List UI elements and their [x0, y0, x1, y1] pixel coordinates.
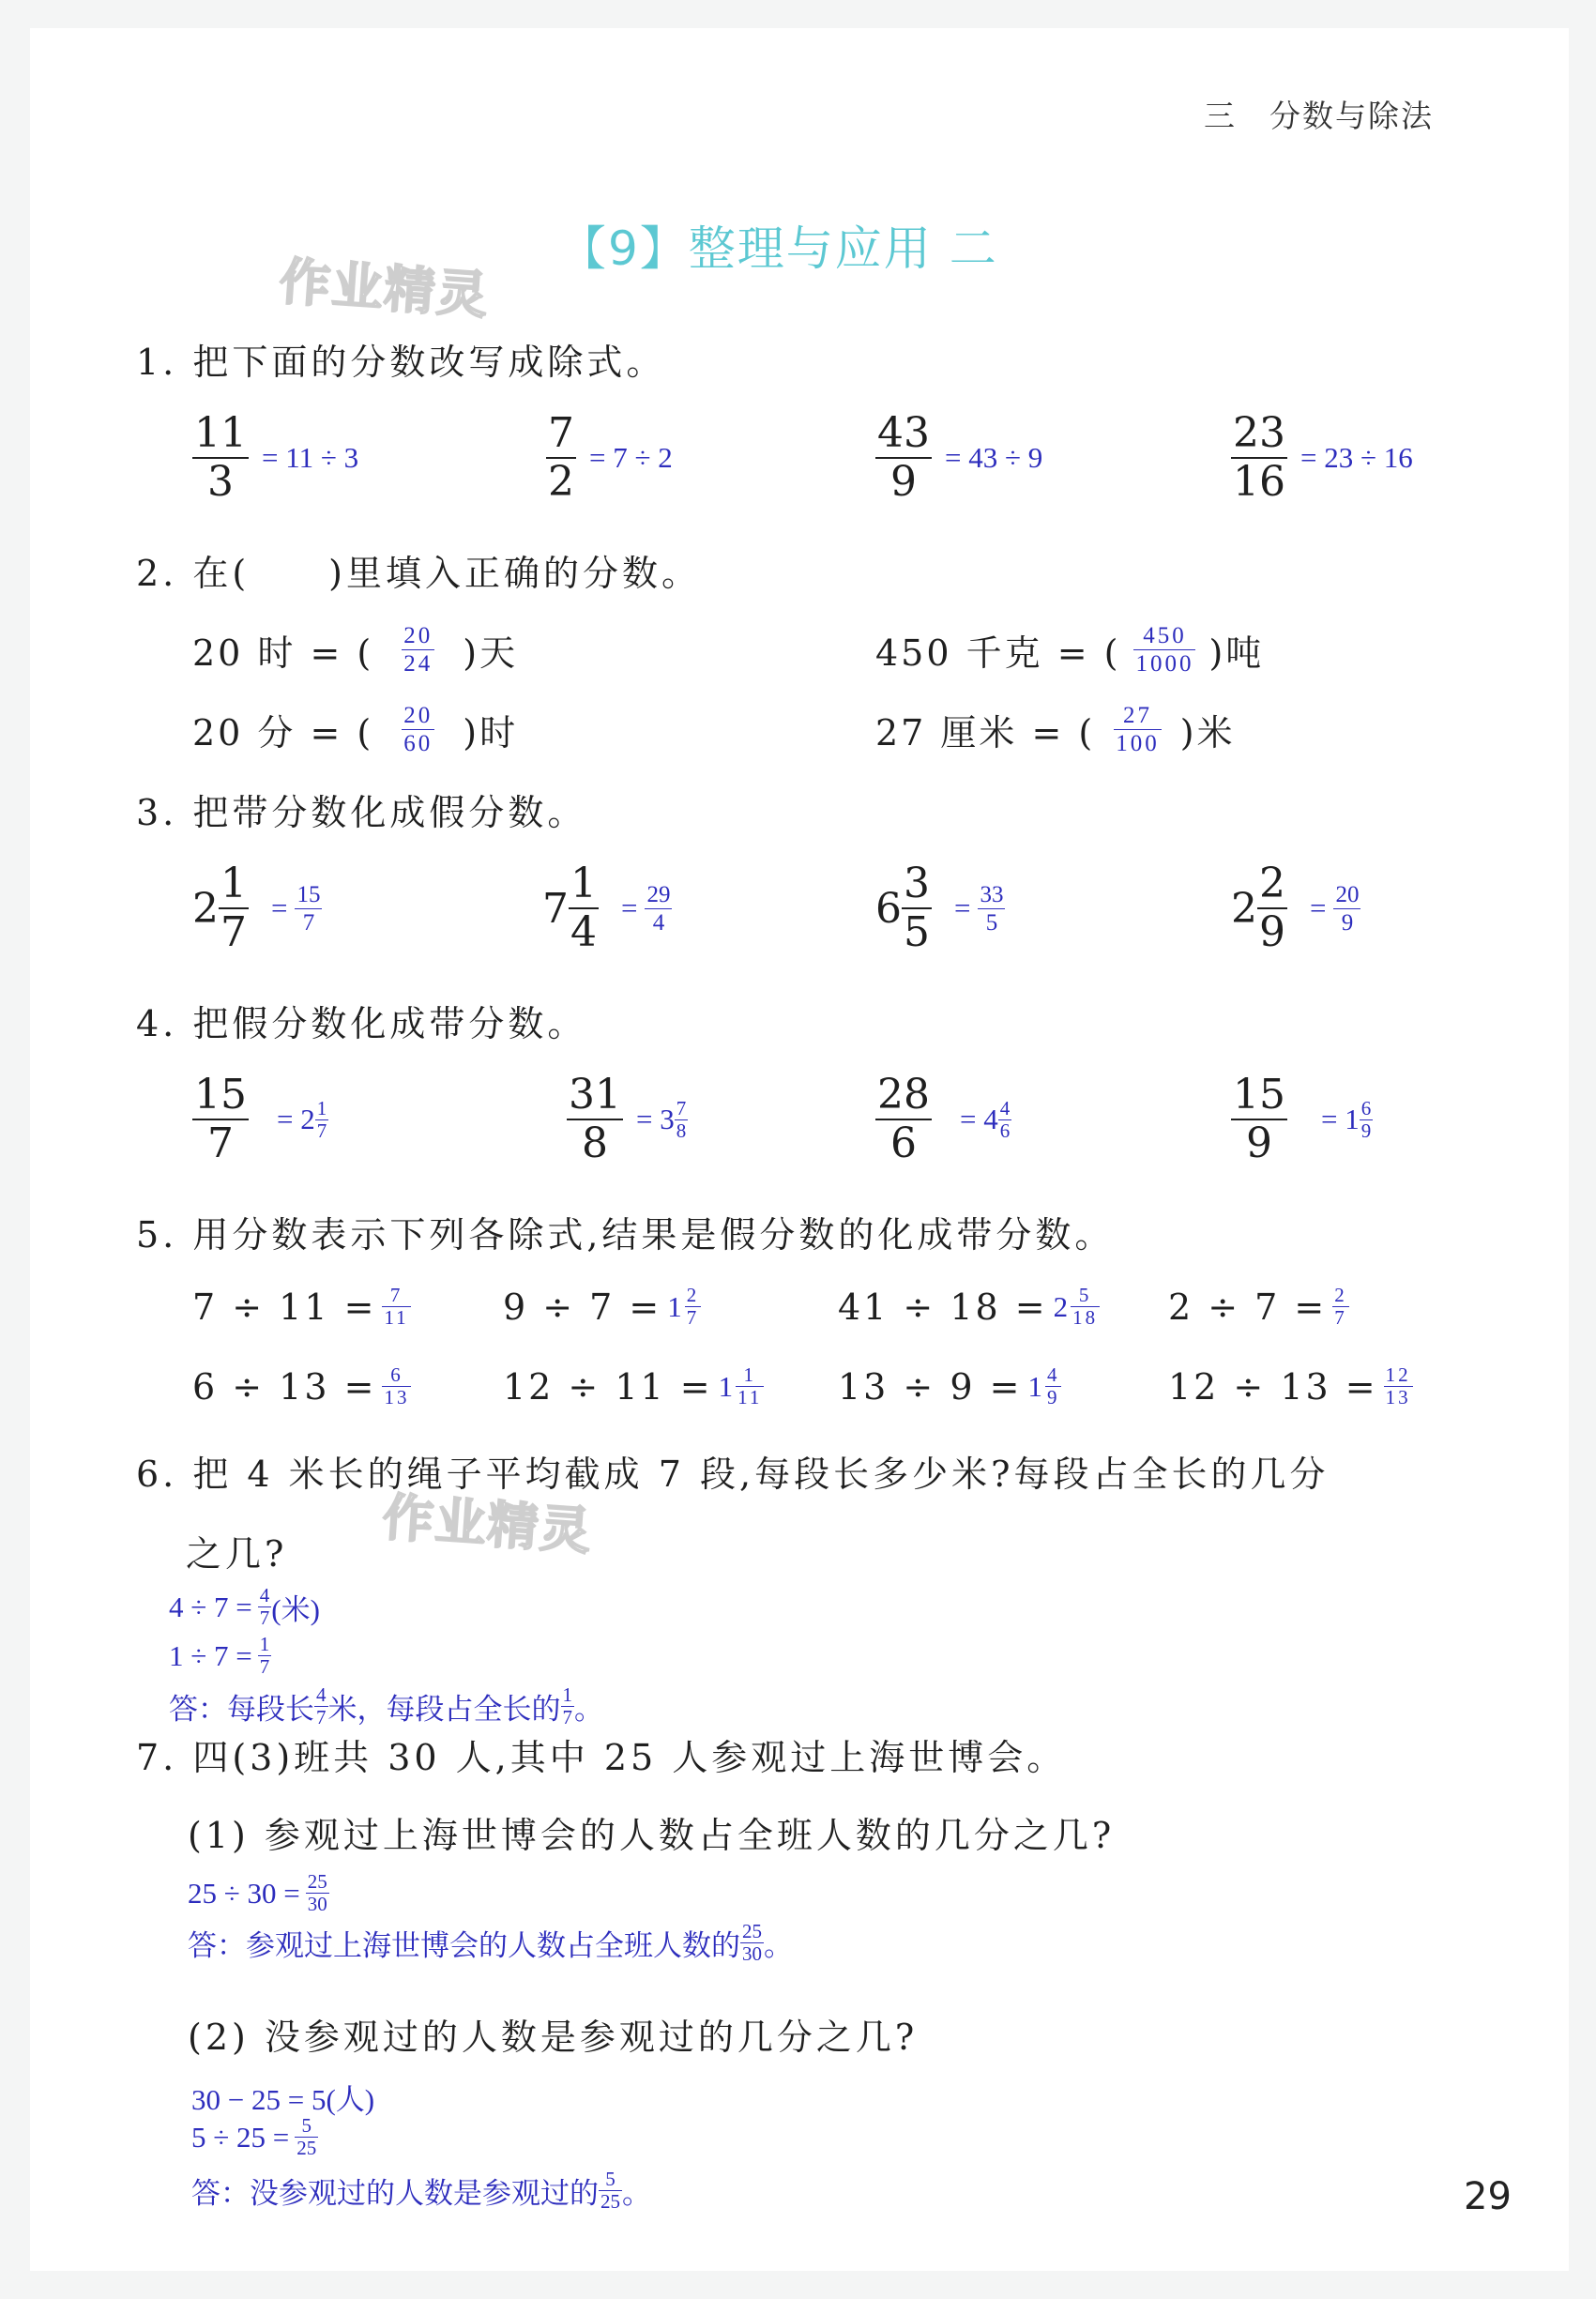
q2-item-2: [875, 624, 1264, 676]
question-7-label: 7. 四(3)班共 30 人,其中 25 人参观过上海世博会。: [136, 1737, 1067, 1778]
fraction-bar: [402, 649, 434, 650]
numerator: 6: [1360, 1096, 1372, 1119]
answer-fraction: [998, 1096, 1012, 1142]
q5-item-7: [838, 1365, 1061, 1408]
q4-item-2: [567, 1071, 688, 1167]
q1-item-3: [875, 409, 1043, 506]
equals: =: [271, 891, 288, 924]
answer: = 43 ÷ 9: [945, 441, 1043, 474]
fraction: [192, 1071, 249, 1167]
numerator: 27: [1123, 703, 1153, 728]
unit: )天: [463, 632, 519, 674]
question-1-label: 1. 把下面的分数改写成除式。: [136, 342, 666, 383]
denominator: 16: [1233, 458, 1285, 506]
answer-text: 。: [574, 1693, 603, 1726]
equals: =: [1310, 891, 1327, 924]
fraction: [1231, 409, 1287, 506]
answer-whole: 1: [667, 1289, 685, 1323]
expression: 25 ÷ 30 =: [188, 1876, 300, 1910]
denominator: 11: [384, 1306, 409, 1329]
denominator: 9: [1360, 1119, 1372, 1142]
fraction: [1257, 860, 1287, 956]
expression: 5 ÷ 25 =: [191, 2120, 290, 2154]
numerator: 23: [1233, 409, 1285, 457]
denominator: 11: [737, 1386, 763, 1408]
numerator: 5: [1078, 1284, 1092, 1306]
answer-fraction: [382, 1365, 411, 1408]
denominator: 7: [259, 1606, 270, 1629]
answer-fraction: [599, 2170, 622, 2212]
answer-fraction: [685, 1286, 702, 1328]
expression: 13 ÷ 9 =: [838, 1365, 1023, 1408]
q3-item-2: [542, 860, 672, 956]
numerator: 5: [605, 2168, 616, 2190]
expression: 6 ÷ 13 =: [192, 1365, 377, 1408]
numerator: 2: [1334, 1284, 1347, 1306]
q7-sub-question-2: (2) 没参观过的人数是参观过的几分之几?: [188, 2017, 919, 2058]
answer-fraction: [402, 704, 434, 755]
numerator: 1: [220, 860, 247, 907]
question-4-label: 4. 把假分数化成带分数。: [136, 1003, 587, 1044]
numerator: 450: [1143, 623, 1187, 648]
answer-whole: = 1: [1321, 1103, 1360, 1135]
fraction-bar: [978, 908, 1005, 909]
denominator: 7: [562, 1706, 572, 1728]
numerator: 7: [548, 409, 574, 457]
q4-item-3: [875, 1071, 1011, 1167]
expression: 4 ÷ 7 =: [169, 1590, 252, 1623]
numerator: 11: [194, 409, 247, 457]
fraction-bar: [1133, 649, 1195, 650]
numerator: 20: [403, 703, 433, 728]
answer-text: 答：参观过上海世博会的人数占全班人数的: [188, 1929, 740, 1962]
q1-item-1: [192, 409, 359, 506]
fraction-bar: [402, 729, 434, 730]
numerator: 1: [743, 1363, 756, 1386]
answer-text: 。: [622, 2177, 651, 2210]
q3-item-1: [192, 860, 322, 956]
denominator: 13: [384, 1386, 410, 1408]
q5-item-4: [1168, 1286, 1349, 1328]
denominator: 9: [890, 458, 917, 506]
fraction: [875, 1071, 932, 1167]
denominator: 1000: [1135, 651, 1194, 677]
watermark: 作业精灵: [277, 251, 492, 326]
question-6-label-continued: 之几?: [186, 1533, 288, 1575]
fraction: [875, 409, 932, 506]
answer-fraction: [382, 1286, 410, 1328]
q5-item-1: [192, 1286, 411, 1328]
answer-fraction: [1384, 1365, 1413, 1408]
question-3-label: 3. 把带分数化成假分数。: [136, 792, 587, 833]
answer-fraction: [1332, 1286, 1349, 1328]
denominator: 7: [207, 1119, 234, 1167]
numerator: 12: [1385, 1363, 1411, 1386]
whole-number: 6: [875, 884, 902, 933]
q2-item-4: [875, 704, 1236, 755]
chapter-header: 三 分数与除法: [1204, 98, 1434, 134]
numerator: 1: [562, 1683, 572, 1706]
denominator: 60: [403, 731, 433, 756]
answer-fraction: [561, 1685, 575, 1728]
equals: =: [621, 891, 638, 924]
answer-whole: = 2: [277, 1103, 315, 1135]
answer-fraction: [314, 1685, 328, 1728]
denominator: 6: [890, 1119, 917, 1167]
fraction-bar: [1114, 729, 1162, 730]
denominator: 18: [1072, 1306, 1099, 1329]
numerator: 7: [389, 1284, 403, 1306]
unit: (米): [271, 1593, 320, 1626]
q2-item-3: [192, 704, 518, 755]
numerator: 2: [686, 1284, 700, 1306]
denominator: 5: [985, 909, 998, 936]
numerator: 4: [259, 1584, 270, 1606]
numerator: 25: [307, 1870, 327, 1893]
denominator: 6: [999, 1119, 1011, 1142]
numerator: 28: [877, 1071, 930, 1119]
numerator: 7: [676, 1096, 687, 1119]
answer-fraction: [295, 2116, 318, 2158]
numerator: 4: [999, 1096, 1011, 1119]
numerator: 15: [194, 1071, 247, 1119]
denominator: 4: [652, 909, 665, 936]
denominator: 9: [1246, 1119, 1272, 1167]
answer-fraction: [1133, 624, 1195, 676]
question-5-label: 5. 用分数表示下列各除式,结果是假分数的化成带分数。: [136, 1214, 1115, 1256]
numerator: 2: [1259, 860, 1285, 907]
expression: 7 ÷ 11 =: [192, 1286, 377, 1328]
fraction-bar: [295, 908, 322, 909]
question-6-label: 6. 把 4 米长的绳子平均截成 7 段,每段长多少米?每段占全长的几分: [136, 1454, 1330, 1495]
expression: 12 ÷ 13 =: [1168, 1365, 1378, 1408]
q6-answer: [169, 1685, 603, 1728]
expression: 2 ÷ 7 =: [1168, 1286, 1328, 1328]
q7-sub1-work: [188, 1872, 329, 1914]
numerator: 4: [1046, 1363, 1060, 1386]
fraction: [219, 860, 249, 956]
numerator: 20: [403, 623, 433, 648]
prompt: 20 分 = (: [192, 712, 374, 754]
q6-work-line-2: [169, 1635, 271, 1677]
numerator: 1: [259, 1633, 270, 1655]
q5-item-3: [838, 1286, 1100, 1328]
denominator: 7: [259, 1655, 270, 1678]
answer-fraction: [1114, 704, 1162, 755]
denominator: 7: [686, 1306, 700, 1329]
page-number: 29: [1464, 2175, 1512, 2218]
numerator: 20: [1335, 881, 1360, 907]
denominator: 24: [403, 651, 433, 677]
fraction: [1231, 1071, 1287, 1167]
unit: )米: [1179, 712, 1236, 754]
fraction: [567, 1071, 623, 1167]
answer: = 23 ÷ 16: [1300, 441, 1413, 474]
prompt: 450 千克 = (: [875, 632, 1121, 674]
answer-fraction: [258, 1586, 272, 1628]
answer-whole: = 4: [960, 1103, 998, 1135]
numerator: 5: [301, 2114, 312, 2137]
denominator: 25: [296, 2137, 317, 2159]
denominator: 7: [316, 1119, 327, 1142]
numerator: 43: [877, 409, 930, 457]
denominator: 13: [1385, 1386, 1411, 1408]
whole-number: 2: [192, 884, 219, 933]
watermark: 作业精灵: [380, 1487, 595, 1561]
answer-whole: 1: [1027, 1369, 1045, 1403]
section-title: 【9】整理与应用 二: [559, 221, 998, 276]
answer-fraction: [306, 1872, 329, 1914]
q2-item-1: [192, 624, 518, 676]
q4-item-4: [1231, 1071, 1373, 1167]
numerator: 4: [316, 1683, 327, 1706]
numerator: 31: [569, 1071, 621, 1119]
numerator: 1: [316, 1096, 327, 1119]
denominator: 7: [220, 908, 247, 956]
fraction: [546, 409, 576, 506]
expression: 9 ÷ 7 =: [503, 1286, 662, 1328]
q5-item-2: [503, 1286, 701, 1328]
denominator: 7: [1334, 1306, 1347, 1329]
numerator: 3: [904, 860, 930, 907]
denominator: 8: [676, 1119, 687, 1142]
q3-item-3: [875, 860, 1005, 956]
whole-number: 7: [542, 884, 569, 933]
answer-fraction: [1071, 1286, 1100, 1328]
answer-fraction: [1045, 1365, 1062, 1408]
denominator: 30: [307, 1893, 327, 1915]
numerator: 6: [390, 1363, 403, 1386]
q4-item-1: [192, 1071, 328, 1167]
denominator: 7: [316, 1706, 327, 1728]
q7-sub-question-1: (1) 参观过上海世博会的人数占全班人数的几分之几?: [188, 1815, 1116, 1856]
answer-whole: = 3: [636, 1103, 675, 1135]
unit: )时: [463, 712, 519, 754]
expression: 1 ÷ 7 =: [169, 1638, 252, 1672]
answer-fraction: [402, 624, 434, 676]
fraction-bar: [1333, 908, 1360, 909]
q7-sub2-work-1: 30 − 25 = 5(人): [191, 2083, 375, 2116]
denominator: 9: [1259, 908, 1285, 956]
answer-fraction: [736, 1365, 764, 1408]
answer-fraction: [315, 1096, 329, 1142]
q3-item-4: [1231, 860, 1360, 956]
whole-number: 2: [1231, 884, 1257, 933]
answer-whole: 1: [718, 1369, 737, 1403]
answer-fraction: [740, 1922, 764, 1964]
q5-item-8: [1168, 1365, 1413, 1408]
denominator: 8: [582, 1119, 608, 1167]
numerator: 25: [742, 1920, 762, 1942]
fraction: [192, 409, 249, 506]
denominator: 5: [904, 908, 930, 956]
answer-text: 答：没参观过的人数是参观过的: [191, 2177, 599, 2210]
denominator: 9: [1046, 1386, 1060, 1408]
prompt: 20 时 = (: [192, 632, 374, 674]
answer-fraction: [978, 883, 1005, 935]
unit: )吨: [1208, 632, 1265, 674]
answer-fraction: [295, 883, 322, 935]
answer: = 7 ÷ 2: [589, 441, 673, 474]
expression: 41 ÷ 18 =: [838, 1286, 1048, 1328]
answer-fraction: [1333, 883, 1360, 935]
numerator: 15: [296, 881, 321, 907]
q5-item-6: [503, 1365, 764, 1408]
equals: =: [954, 891, 971, 924]
q7-sub1-answer: [188, 1922, 793, 1964]
q5-item-5: [192, 1365, 411, 1408]
denominator: 3: [207, 458, 234, 506]
q1-item-2: [546, 409, 673, 506]
denominator: 30: [742, 1942, 762, 1965]
answer-whole: 2: [1053, 1289, 1072, 1323]
answer-fraction: [675, 1096, 689, 1142]
expression: 12 ÷ 11 =: [503, 1365, 713, 1408]
numerator: 33: [980, 881, 1004, 907]
denominator: 25: [600, 2190, 620, 2213]
fraction-bar: [645, 908, 672, 909]
q7-sub2-work-2: [191, 2116, 318, 2158]
numerator: 15: [1233, 1071, 1285, 1119]
fraction: [902, 860, 932, 956]
question-2-label: 2. 在( )里填入正确的分数。: [136, 553, 701, 594]
denominator: 7: [302, 909, 315, 936]
numerator: 1: [570, 860, 597, 907]
fraction: [569, 860, 599, 956]
q7-sub2-answer: [191, 2170, 651, 2212]
answer-fraction: [258, 1635, 272, 1677]
answer: = 11 ÷ 3: [262, 441, 359, 474]
answer-fraction: [645, 883, 672, 935]
q1-item-4: [1231, 409, 1413, 506]
q6-work-line-1: [169, 1586, 320, 1628]
answer-text: 米，每段占全长的: [327, 1693, 561, 1726]
answer-text: 答：每段长: [169, 1693, 314, 1726]
answer-fraction: [1360, 1096, 1374, 1142]
denominator: 100: [1116, 731, 1160, 756]
denominator: 9: [1341, 909, 1354, 936]
denominator: 4: [570, 908, 597, 956]
denominator: 2: [548, 458, 574, 506]
numerator: 29: [646, 881, 671, 907]
answer-text: 。: [764, 1929, 793, 1962]
prompt: 27 厘米 = (: [875, 712, 1096, 754]
